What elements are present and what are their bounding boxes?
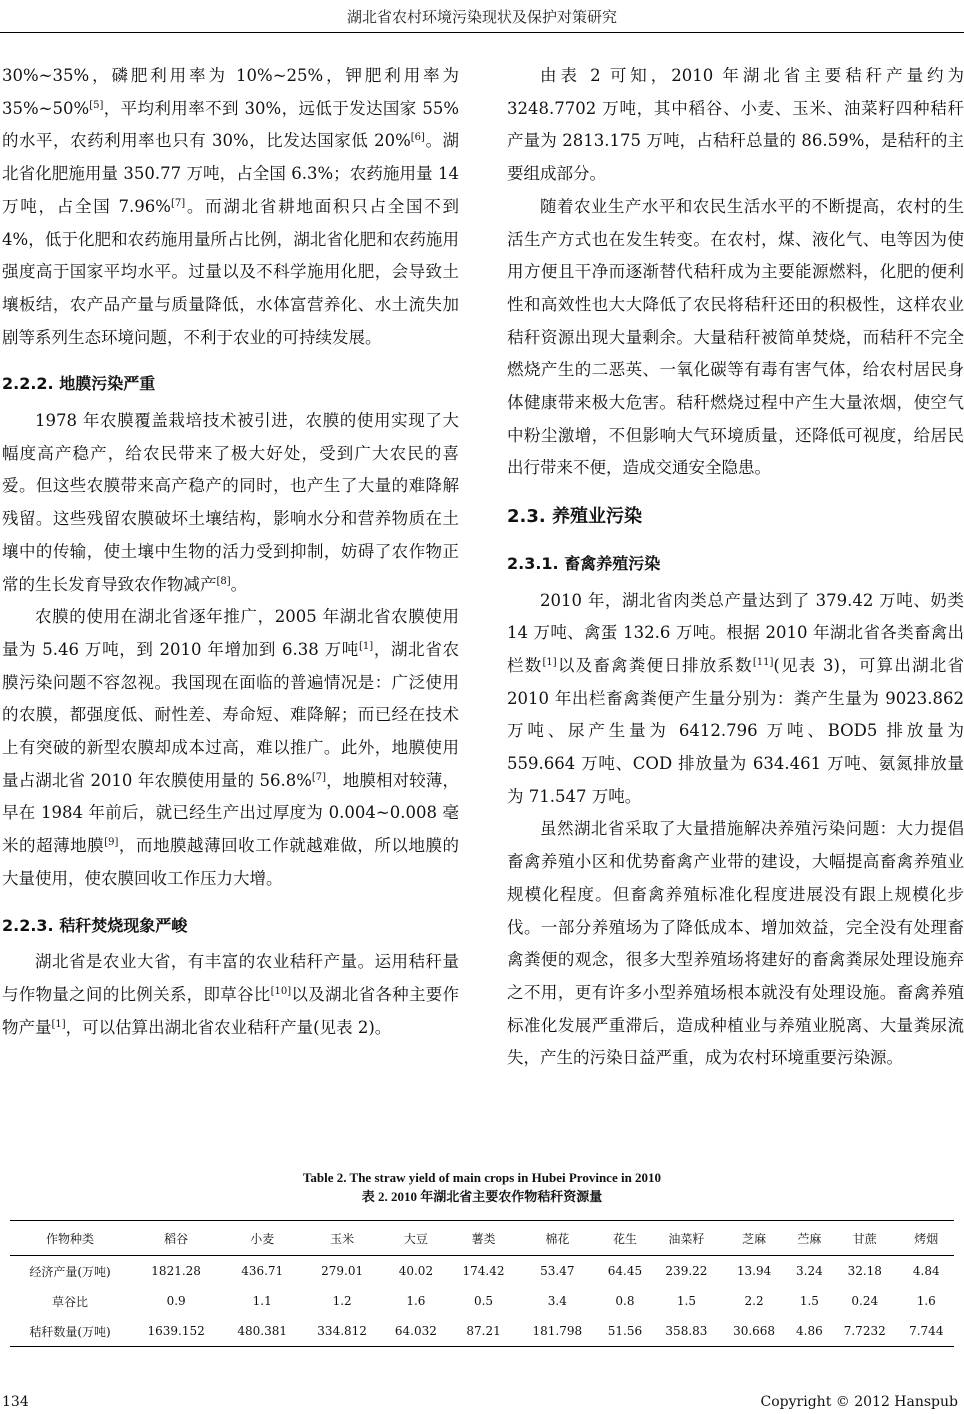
column-header: 苎麻 (788, 1221, 831, 1256)
column-header: 花生 (597, 1221, 652, 1256)
table-cell: 436.71 (241, 1264, 284, 1278)
citation[interactable]: [10] (270, 985, 292, 997)
column-header: 稻谷 (130, 1221, 222, 1256)
section-heading-2-3: 2.3. 养殖业污染 (507, 506, 642, 528)
page-number: 134 (2, 1394, 29, 1410)
table-cell: 4.84 (912, 1264, 940, 1278)
table-cell: 草谷比 (51, 1294, 88, 1309)
table-cell: 64.032 (382, 1316, 450, 1347)
table-caption-en: Table 2. The straw yield of main crops in Hubei Province in 2010 (302, 1170, 662, 1185)
table-cell: 7.744 (899, 1316, 954, 1347)
column-header: 作物种类 (10, 1221, 130, 1256)
table-caption-zh: 表 2. 2010 年湖北省主要农作物秸秆资源量 (361, 1189, 603, 1204)
table-cell: 1.6 (916, 1294, 936, 1308)
citation[interactable]: [9] (104, 837, 119, 849)
citation[interactable]: [7] (170, 197, 186, 209)
table-row (10, 1256, 954, 1287)
column-header: 甘蔗 (831, 1221, 899, 1256)
table-cell: 181.798 (517, 1316, 597, 1347)
table-cell: 239.22 (665, 1264, 708, 1278)
table-cell: 480.381 (222, 1316, 302, 1347)
table-cell: 1.5 (799, 1294, 819, 1308)
table-cell: 30.668 (720, 1316, 788, 1347)
citation[interactable]: [1] (51, 1018, 66, 1030)
table-row (10, 1286, 954, 1316)
table-cell: 3.4 (547, 1294, 567, 1308)
table-cell: 87.21 (450, 1316, 518, 1347)
paragraph-mulch-film: 1978 年农膜覆盖栽培技术被引进，农膜的使用实现了大幅度高产稳产，给农民带来了极大好处，受到广大农民的喜爱。但这些农膜带来高产稳产的同时，也产生了大量的难降解残留。这些残留农膜破坏土壤结构，影响水分和营养物质在土壤中的传输，使土壤中生物的活力受到抑制，妨碍了农作物正常的生长发育导致农作物减产[8]。 (2, 411, 459, 594)
paragraph-livestock-output: 2010 年，湖北省肉类总产量达到了 379.42 万吨、奶类 14 万吨、禽蛋 132.6 万吨。根据 2010 年湖北省各类畜禽出栏数[1]以及畜禽粪便日排放系数[11](见表 3)，可算出湖北省 2010 年出栏畜禽粪便产生量分别为：粪产生量为 9023.862 万吨、尿产生量为 6412.796 万吨、BOD5 排放量为 559.664 万吨、COD 排放量为 634.461 万吨、氨氮排放量为 71.547 万吨。 (507, 590, 964, 806)
table-cell: 经济产量(万吨) (29, 1264, 111, 1279)
table-cell: 334.812 (302, 1316, 382, 1347)
citation[interactable]: [1] (542, 656, 557, 668)
table-cell: 64.45 (607, 1264, 643, 1278)
right-column (507, 60, 964, 1075)
column-header: 棉花 (517, 1221, 597, 1256)
section-heading-2-2-2: 2.2.2. 地膜污染严重 (2, 374, 156, 394)
table-cell: 1.5 (676, 1294, 696, 1308)
paragraph-film-usage: 农膜的使用在湖北省逐年推广，2005 年湖北省农膜使用量为 5.46 万吨，到 2010 年增加到 6.38 万吨[1]，湖北省农膜污染问题不容忽视。我国现在面临的普遍情况是：广泛使用的农膜，都强度低、耐性差、寿命短、难降解；而已经在技术上有突破的新型农膜却成本过高，难以推广。此外，地膜使用量占湖北省 2010 年农膜使用量的 56.8%[7]，地膜相对较薄，早在 1984 年前后，就已经生产出过厚度为 0.004~0.008 毫米的超薄地膜[9]，而地膜越薄回收工作就越难做，所以地膜的大量使用，使农膜回收工作压力大增。 (2, 607, 460, 888)
paragraph-table2-summary: 由表 2 可知，2010 年湖北省主要秸秆产量约为 3248.7702 万吨，其中稻谷、小麦、玉米、油菜籽四种秸秆产量为 2813.175 万吨，占秸秆总量的 86.59%，是秸秆的主要组成部分。 (507, 66, 964, 184)
table-cell: 0.24 (851, 1294, 879, 1308)
paragraph-straw-yield: 湖北省是农业大省，有丰富的农业秸秆产量。运用秸秆量与作物量之间的比例关系，即草谷比[10]以及湖北省各种主要作物产量[1]，可以估算出湖北省农业秸秆产量(见表 2)。 (2, 952, 460, 1037)
table-cell: 1.2 (332, 1294, 352, 1308)
column-header: 玉米 (302, 1221, 382, 1256)
table-cell: 32.18 (847, 1264, 882, 1278)
table-cell: 1639.152 (130, 1316, 222, 1347)
column-header: 小麦 (222, 1221, 302, 1256)
paragraph-livestock-measures: 虽然湖北省采取了大量措施解决养殖污染问题：大力提倡畜禽养殖小区和优势畜禽产业带的建设，大幅提高畜禽养殖业规模化程度。但畜禽养殖标准化程度进展没有跟上规模化步伐。一部分养殖场为了降低成本、增加效益，完全没有处理畜禽粪便的观念，很多大型养殖场将建好的畜禽粪尿处理设施弃之不用，更有许多小型养殖场根本就没有处理设施。畜禽养殖标准化发展严重滞后，造成种植业与养殖业脱离、大量粪尿流失，产生的污染日益严重，成为农村环境重要污染源。 (507, 819, 964, 1068)
column-header: 油菜籽 (653, 1221, 721, 1256)
left-column (2, 60, 459, 1044)
table-cell: 4.86 (788, 1316, 831, 1347)
table-cell: 0.5 (473, 1294, 494, 1308)
paragraph-fertilizer: 30%~35%，磷肥利用率为 10%~25%，钾肥利用率为 35%~50%[5]，平均利用率不到 30%，远低于发达国家 55%的水平，农药利用率也只有 30%，比发达国家低 20%[6]。湖北省化肥施用量 350.77 万吨，占全国 6.3%；农药施用量 14 万吨，占全国 7.96%[7]。而湖北省耕地面积只占全国不到 4%，低于化肥和农药施用量所占比例，湖北省化肥和农药施用强度高于国家平均水平。过量以及不科学施用化肥，会导致土壤板结，农产品产量与质量降低，水体富营养化、水土流失加剧等系列生态环境问题，不利于农业的可持续发展。 (2, 66, 459, 347)
citation[interactable]: [11] (752, 656, 774, 668)
header-rule (0, 32, 964, 33)
table-cell: 358.83 (653, 1316, 721, 1347)
table-cell: 3.24 (796, 1264, 823, 1278)
paragraph-straw-burning: 随着农业生产水平和农民生活水平的不断提高，农村的生活生产方式也在发生转变。在农村，煤、液化气、电等因为使用方便且干净而逐渐替代秸秆成为主要能源燃料，化肥的便利性和高效性也大大降低了农民将秸秆还田的积极性，这样农业秸秆资源出现大量剩余。大量秸秆被简单焚烧，而秸秆不完全燃烧产生的二恶英、一氧化碳等有毒有害气体，给农村居民身体健康带来极大危害。秸秆燃烧过程中产生大量浓烟，使空气中粉尘激增，不但影响大气环境质量，还降低可视度，给居民出行带来不便，造成交通安全隐患。 (507, 196, 964, 478)
column-header: 大豆 (382, 1221, 450, 1256)
table-cell: 279.01 (321, 1264, 364, 1278)
table-cell: 13.94 (736, 1264, 772, 1278)
table-cell: 51.56 (597, 1316, 652, 1347)
table-cell: 7.7232 (831, 1316, 899, 1347)
citation[interactable]: [1] (358, 640, 374, 652)
column-header: 薯类 (450, 1221, 518, 1256)
table-cell: 1.6 (406, 1294, 426, 1308)
table-cell: 秸秆数量(万吨) (10, 1316, 130, 1347)
table-row (10, 1316, 954, 1347)
citation[interactable]: [7] (311, 771, 327, 783)
citation[interactable]: [8] (216, 575, 231, 587)
table-header-row (10, 1221, 954, 1256)
table-cell: 2.2 (744, 1294, 764, 1308)
column-header: 烤烟 (899, 1221, 954, 1256)
section-heading-2-3-1: 2.3.1. 畜禽养殖污染 (507, 553, 661, 573)
table-cell: 40.02 (398, 1264, 434, 1278)
copyright-notice: Copyright © 2012 Hanspub (760, 1394, 958, 1410)
table-cell: 53.47 (540, 1264, 575, 1278)
column-header: 芝麻 (720, 1221, 788, 1256)
straw-yield-table (10, 1220, 954, 1347)
table-cell: 1821.28 (151, 1264, 201, 1278)
table-cell: 174.42 (462, 1264, 505, 1278)
table-2 (10, 1168, 954, 1347)
table-cell: 0.8 (615, 1294, 635, 1308)
running-header: 湖北省农村环境污染现状及保护对策研究 (346, 8, 617, 26)
citation[interactable]: [5] (89, 99, 104, 111)
citation[interactable]: [6] (410, 132, 425, 144)
table-cell: 0.9 (166, 1294, 186, 1308)
section-heading-2-2-3: 2.2.3. 秸秆焚烧现象严峻 (2, 915, 188, 935)
table-cell: 1.1 (252, 1294, 272, 1308)
